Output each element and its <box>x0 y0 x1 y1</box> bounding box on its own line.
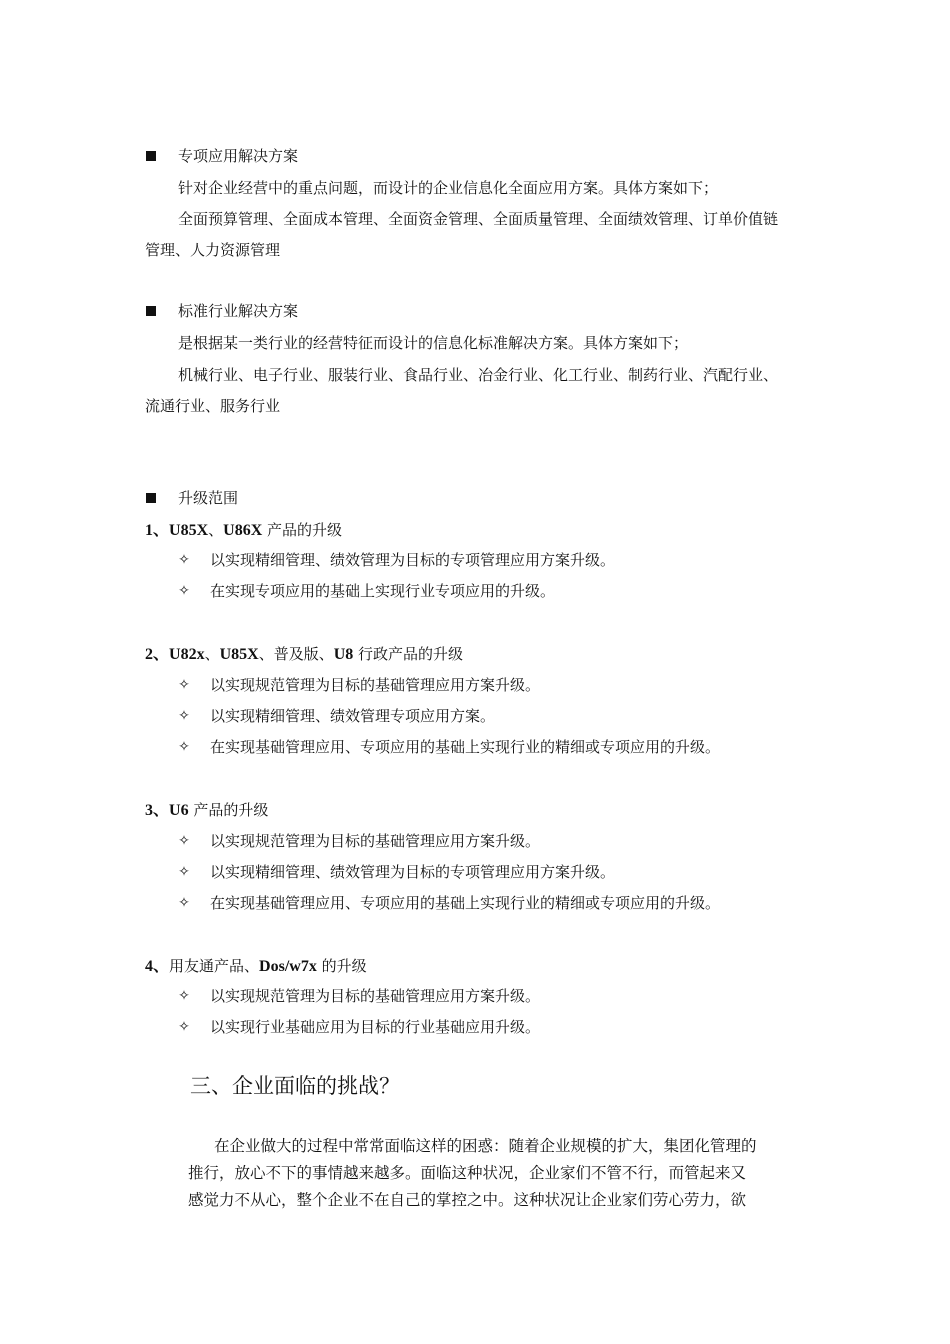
star-bullet-icon: ✧ <box>178 708 190 724</box>
paragraph-line: 推行，放心不下的事情越来越多。面临这种状况，企业家们不管不行，而管起来又 <box>188 1164 747 1182</box>
star-bullet-icon: ✧ <box>178 864 190 880</box>
heading-prefix: 用友通产品、 <box>169 957 260 975</box>
star-bullet-icon: ✧ <box>178 677 190 693</box>
list-item: 以实现精细管理、绩效管理为目标的专项管理应用方案升级。 <box>210 551 616 569</box>
special-solution-desc: 针对企业经营中的重点问题，而设计的企业信息化全面应用方案。具体方案如下； <box>178 179 719 197</box>
list-item: 在实现专项应用的基础上实现行业专项应用的升级。 <box>210 582 556 600</box>
black-square-icon <box>146 306 156 316</box>
star-bullet-icon: ✧ <box>178 552 190 568</box>
special-solution-title: 专项应用解决方案 <box>178 147 299 165</box>
upgrade-scope-title: 升级范围 <box>178 489 239 507</box>
product-name: U8 <box>333 646 354 663</box>
list-item: 以实现规范管理为目标的基础管理应用方案升级。 <box>210 676 541 694</box>
group-number: 4、 <box>145 958 170 975</box>
list-item: 以实现规范管理为目标的基础管理应用方案升级。 <box>210 832 541 850</box>
heading-rest: 产品的升级 <box>188 801 269 819</box>
star-bullet-icon: ✧ <box>178 895 190 911</box>
group-number: 2、 <box>145 646 170 663</box>
section-heading: 三、企业面临的挑战？ <box>190 1074 400 1098</box>
star-bullet-icon: ✧ <box>178 739 190 755</box>
product-name: Dos/w7x <box>259 958 317 975</box>
list-item: 以实现行业基础应用为目标的行业基础应用升级。 <box>210 1018 541 1036</box>
upgrade-group-heading <box>145 956 367 977</box>
paragraph-line: 感觉力不从心，整个企业不在自己的掌控之中。这种状况让企业家们劳心劳力，欲 <box>188 1191 747 1209</box>
list-item: 在实现基础管理应用、专项应用的基础上实现行业的精细或专项应用的升级。 <box>210 738 721 756</box>
product-name: U6 <box>169 802 189 819</box>
special-solution-items-line2: 管理、人力资源管理 <box>145 241 281 259</box>
heading-rest: 行政产品的升级 <box>353 645 464 663</box>
black-square-icon <box>146 493 156 503</box>
upgrade-group-heading <box>145 644 463 665</box>
black-square-icon <box>146 151 156 161</box>
industry-solution-items-line1: 机械行业、电子行业、服装行业、食品行业、冶金行业、化工行业、制药行业、汽配行业、 <box>178 366 779 384</box>
separator: 、 <box>208 521 224 539</box>
list-item: 以实现精细管理、绩效管理专项应用方案。 <box>210 707 496 725</box>
product-name: U86X <box>223 522 263 539</box>
upgrade-group-heading <box>145 520 342 541</box>
star-bullet-icon: ✧ <box>178 833 190 849</box>
product-name: U85X <box>219 646 259 663</box>
special-solution-items-line1: 全面预算管理、全面成本管理、全面资金管理、全面质量管理、全面绩效管理、订单价值链 <box>178 210 779 228</box>
star-bullet-icon: ✧ <box>178 1019 190 1035</box>
product-name: U82x <box>169 646 205 663</box>
star-bullet-icon: ✧ <box>178 583 190 599</box>
industry-solution-items-line2: 流通行业、服务行业 <box>145 397 281 415</box>
list-item: 以实现精细管理、绩效管理为目标的专项管理应用方案升级。 <box>210 863 616 881</box>
star-bullet-icon: ✧ <box>178 988 190 1004</box>
heading-rest: 的升级 <box>316 957 367 975</box>
group-number: 3、 <box>145 802 170 819</box>
list-item: 在实现基础管理应用、专项应用的基础上实现行业的精细或专项应用的升级。 <box>210 894 721 912</box>
industry-solution-desc: 是根据某一类行业的经营特征而设计的信息化标准解决方案。具体方案如下； <box>178 334 689 352</box>
heading-rest: 产品的升级 <box>262 521 343 539</box>
upgrade-group-heading <box>145 800 268 821</box>
industry-solution-title: 标准行业解决方案 <box>178 302 299 320</box>
list-item: 以实现规范管理为目标的基础管理应用方案升级。 <box>210 987 541 1005</box>
paragraph-line: 在企业做大的过程中常常面临这样的困惑：随着企业规模的扩大，集团化管理的 <box>214 1137 757 1155</box>
group-number: 1、 <box>145 522 170 539</box>
separator: 、普及版、 <box>258 645 334 663</box>
separator: 、 <box>204 645 220 663</box>
product-name: U85X <box>169 522 209 539</box>
